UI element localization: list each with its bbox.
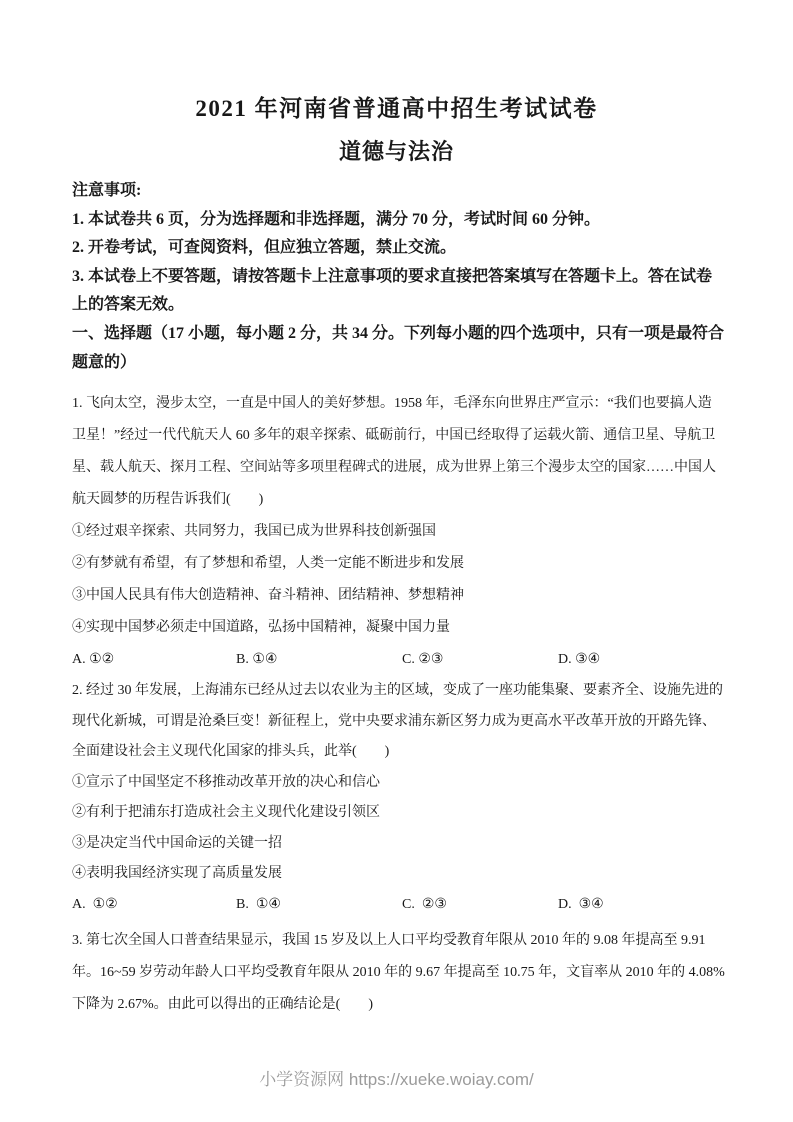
- question-stem-line: 2. 经过 30 年发展，上海浦东已经从过去以农业为主的区域，变成了一座功能集聚、要素齐全、设施先进的: [72, 683, 723, 698]
- notices-block: [72, 177, 737, 320]
- watermark-source-url: [0, 1066, 793, 1094]
- notices-heading: 注意事项:: [72, 182, 142, 199]
- option-a: A. ①②: [72, 652, 115, 667]
- exam-title: 2021 年河南省普通高中招生考试试卷: [195, 96, 598, 121]
- notice-line: 1. 本试卷共 6 页，分为选择题和非选择题，满分 70 分，考试时间 60 分钟。: [72, 210, 601, 228]
- question-2: [72, 676, 737, 920]
- question-stem-line: 卫星！”经过一代代航天人 60 多年的艰辛探索、砥砺前行，中国已经取得了运载火箭、通信卫星、导航卫: [72, 428, 716, 443]
- choice-line: ①宣示了中国坚定不移推动改革开放的决心和信心: [72, 774, 380, 790]
- exam-subject: 道德与法治: [338, 139, 454, 164]
- choice-line: ②有利于把浦东打造成社会主义现代化建设引领区: [72, 805, 380, 820]
- choice-line: ③中国人民具有伟大创造精神、奋斗精神、团结精神、梦想精神: [72, 588, 464, 603]
- question-stem-line: 1. 飞向太空，漫步太空，一直是中国人的美好梦想。1958 年，毛泽东向世界庄严宣示：“我们也要搞人造: [72, 396, 712, 411]
- question-stem-line: 星、载人航天、探月工程、空间站等多项里程碑式的进展，成为世界上第三个漫步太空的国家……中国人: [72, 460, 716, 475]
- question-stem-line: 现代化新城，可谓是沧桑巨变！新征程上，党中央要求浦东新区努力成为更高水平改革开放的开路先锋、: [72, 713, 716, 729]
- notice-line: 上的答案无效。: [72, 296, 185, 313]
- question-1: [72, 388, 737, 676]
- question-stem-line: 年。16~59 岁劳动年龄人口平均受教育年限从 2010 年的 9.67 年提高至 10.75 年，文盲率从 2010 年的 4.08%: [72, 965, 725, 980]
- option-c: C. ②③: [402, 652, 444, 667]
- option-c: C. ②③: [402, 896, 447, 912]
- option-b: B. ①④: [236, 896, 281, 912]
- choice-line: ②有梦就有希望，有了梦想和希望，人类一定能不断进步和发展: [72, 556, 464, 571]
- options-row: [72, 890, 737, 921]
- option-a: A. ①②: [72, 896, 118, 912]
- notice-line: 2. 开卷考试，可查阅资料，但应独立答题，禁止交流。: [72, 239, 457, 256]
- choice-line: ③是决定当代中国命运的关键一招: [72, 835, 282, 851]
- watermark-text: 小学资源网 https://xueke.woiay.com/: [259, 1070, 534, 1089]
- choice-line: ①经过艰辛探索、共同努力，我国已成为世界科技创新强国: [72, 524, 436, 539]
- option-d: D. ③④: [558, 652, 601, 667]
- section-heading: [72, 320, 737, 377]
- question-stem-line: 3. 第七次全国人口普查结果显示，我国 15 岁及以上人口平均受教育年限从 2010 年的 9.08 年提高至 9.91: [72, 933, 706, 948]
- notice-line: 3. 本试卷上不要答题，请按答题卡上注意事项的要求直接把答案填写在答题卡上。答在试卷: [72, 267, 713, 285]
- choice-line: ④实现中国梦必须走中国道路，弘扬中国精神，凝聚中国力量: [72, 620, 450, 635]
- option-d: D. ③④: [558, 896, 604, 912]
- options-row: [72, 644, 737, 676]
- question-3: [72, 925, 737, 1021]
- section-heading-line: 题意的）: [72, 353, 137, 371]
- question-stem-line: 航天圆梦的历程告诉我们( ): [72, 492, 264, 507]
- option-b: B. ①④: [236, 652, 278, 667]
- question-stem-line: 全面建设社会主义现代化国家的排头兵，此举( ): [72, 744, 390, 759]
- section-heading-line: 一、选择题（17 小题，每小题 2 分，共 34 分。下列每小题的四个选项中，只有一项是最符合: [72, 325, 725, 342]
- choice-line: ④表明我国经济实现了高质量发展: [72, 866, 282, 881]
- question-stem-line: 下降为 2.67%。由此可以得出的正确结论是( ): [72, 997, 373, 1012]
